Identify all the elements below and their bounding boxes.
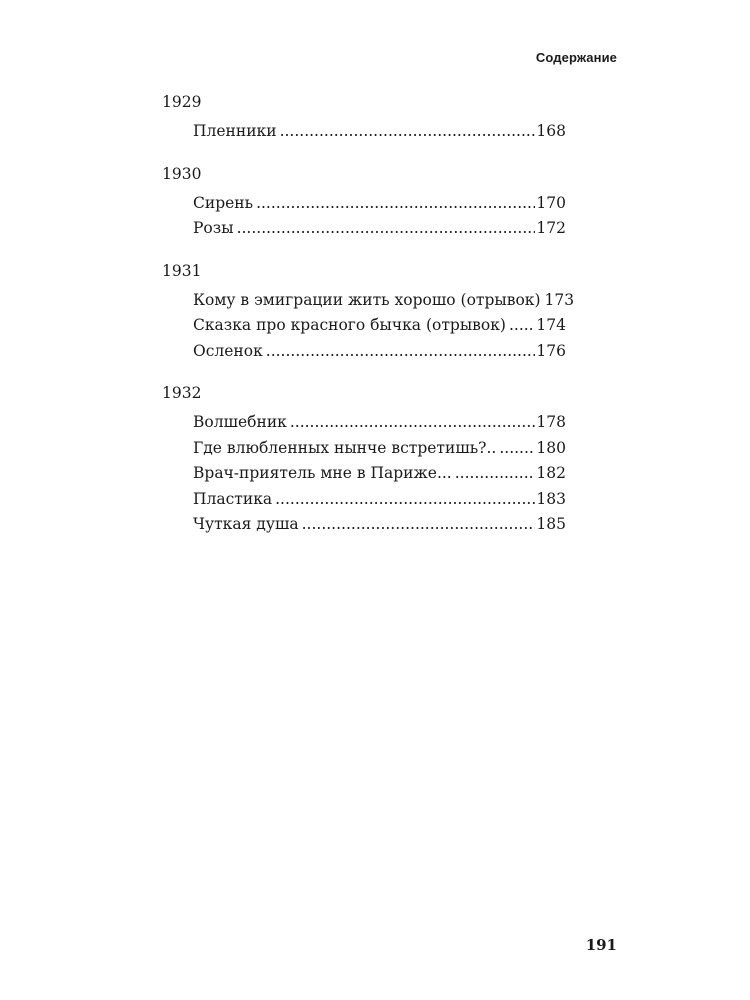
dot-leader [280,119,536,145]
toc-entry-title: Осленок [193,341,263,360]
toc-entry-page: 180 [536,438,566,457]
toc-entry[interactable] [193,461,566,487]
toc-entry-title: Сирень [193,193,254,212]
toc-entry-page: 178 [536,413,566,431]
toc-entry-title: Кому в эмиграции жить хорошо (отрывок) [193,290,541,309]
toc-entry-title: Сказка про красного бычка (отрывок) [193,316,506,334]
toc-entry-page: 185 [536,515,566,533]
toc-entry[interactable] [193,288,575,314]
toc-entry-page: 170 [536,193,566,212]
dot-leader [290,410,536,436]
dot-leader [509,313,535,339]
dot-leader [499,436,535,462]
toc-entry-title: Где влюбленных нынче встретишь?.. [193,438,497,457]
toc-entry[interactable] [193,216,566,242]
toc-entry[interactable] [193,119,566,145]
toc-year-heading: 1931 [162,261,202,280]
toc-entry-page: 172 [536,219,566,237]
toc-entry[interactable] [193,313,566,339]
toc-entry[interactable] [193,487,566,513]
toc-entry-title: Розы [193,219,234,237]
toc-entry-page: 173 [544,290,575,309]
toc-year-heading: 1932 [162,384,202,402]
dot-leader [266,339,536,365]
toc-entry[interactable] [193,512,566,538]
toc-entry-page: 168 [536,122,566,140]
toc-entry-title: Пленники [193,122,277,140]
dot-leader [256,191,535,217]
page-number: 191 [585,936,617,954]
toc-entry-page: 183 [536,489,566,508]
toc-entry[interactable] [193,339,566,365]
toc-section-1929 [162,91,566,145]
dot-leader [302,512,536,538]
toc-year-heading: 1929 [162,93,202,111]
toc-entry-title: Чуткая душа [193,515,299,533]
dot-leader [455,461,536,487]
toc-entry-page: 182 [536,464,566,482]
toc-entry[interactable] [193,191,566,217]
toc-entry-title: Волшебник [193,413,287,431]
table-of-contents [162,91,575,556]
toc-entry-page: 174 [536,316,566,334]
toc-entry-title: Пластика [193,489,273,508]
dot-leader [275,487,535,513]
dot-leader [237,216,536,242]
toc-entry-page: 176 [536,341,566,360]
running-title: Содержание [535,50,617,65]
toc-entry[interactable] [193,436,566,462]
toc-entry-title: Врач-приятель мне в Париже... [193,464,452,482]
toc-section-1931 [162,260,575,365]
toc-section-1932 [162,382,566,538]
toc-entry[interactable] [193,410,566,436]
toc-section-1930 [162,163,566,242]
toc-year-heading: 1930 [162,164,202,183]
